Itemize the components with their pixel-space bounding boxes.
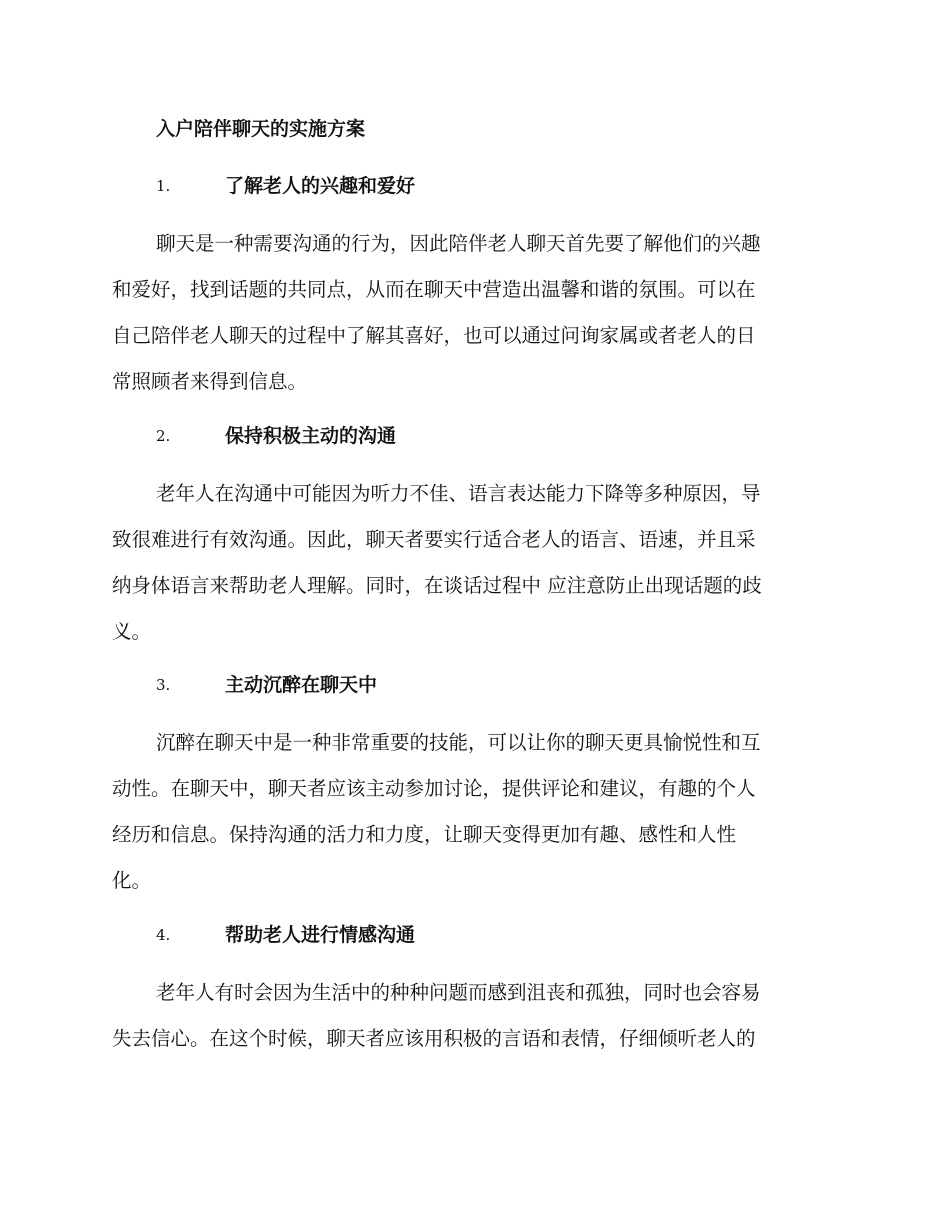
paragraph-line: 失去信心。在这个时候，聊天者应该用积极的言语和表情，仔细倾听老人的: [112, 1027, 756, 1050]
section-number: 4.: [156, 926, 171, 944]
paragraph-line: 自己陪伴老人聊天的过程中了解其喜好，也可以通过问询家属或者老人的日: [112, 324, 756, 347]
section-paragraph-3: [112, 720, 838, 904]
paragraph-line: 沉醉在聊天中是一种非常重要的技能，可以让你的聊天更具愉悦性和互: [156, 731, 761, 754]
section-paragraph-1: [112, 221, 838, 405]
paragraph-line: 义。: [112, 620, 152, 643]
section-paragraph-2: [112, 471, 838, 655]
paragraph-line: 致很难进行有效沟通。因此，聊天者要实行适合老人的语言、语速，并且采: [112, 528, 756, 551]
paragraph-line: 动性。在聊天中，聊天者应该主动参加讨论，提供评论和建议，有趣的个人: [112, 777, 756, 800]
section-heading-text: 主动沉醉在聊天中: [225, 674, 378, 696]
section-heading-text: 了解老人的兴趣和爱好: [225, 175, 416, 197]
document-title: 入户陪伴聊天的实施方案: [156, 118, 366, 140]
paragraph-line: 纳身体语言来帮助老人理解。同时，在谈话过程中 应注意防止出现话题的歧: [112, 574, 762, 597]
section-paragraph-4: [112, 970, 838, 1062]
paragraph-line: 常照顾者来得到信息。: [112, 370, 308, 393]
paragraph-line: 老年人在沟通中可能因为听力不佳、语言表达能力下降等多种原因，导: [156, 482, 761, 505]
paragraph-line: 和爱好，找到话题的共同点，从而在聊天中营造出温馨和谐的氛围。可以在: [112, 278, 756, 301]
section-number: 2.: [156, 427, 171, 445]
section-heading-text: 保持积极主动的沟通: [225, 425, 397, 447]
paragraph-line: 聊天是一种需要沟通的行为，因此陪伴老人聊天首先要了解他们的兴趣: [156, 232, 761, 255]
paragraph-line: 化。: [112, 869, 152, 892]
section-number: 1.: [156, 177, 171, 195]
section-heading-text: 帮助老人进行情感沟通: [225, 924, 416, 946]
section-number: 3.: [156, 676, 171, 694]
paragraph-line: 经历和信息。保持沟通的活力和力度，让聊天变得更加有趣、感性和人性: [112, 823, 737, 846]
paragraph-line: 老年人有时会因为生活中的种种问题而感到沮丧和孤独，同时也会容易: [156, 981, 761, 1004]
